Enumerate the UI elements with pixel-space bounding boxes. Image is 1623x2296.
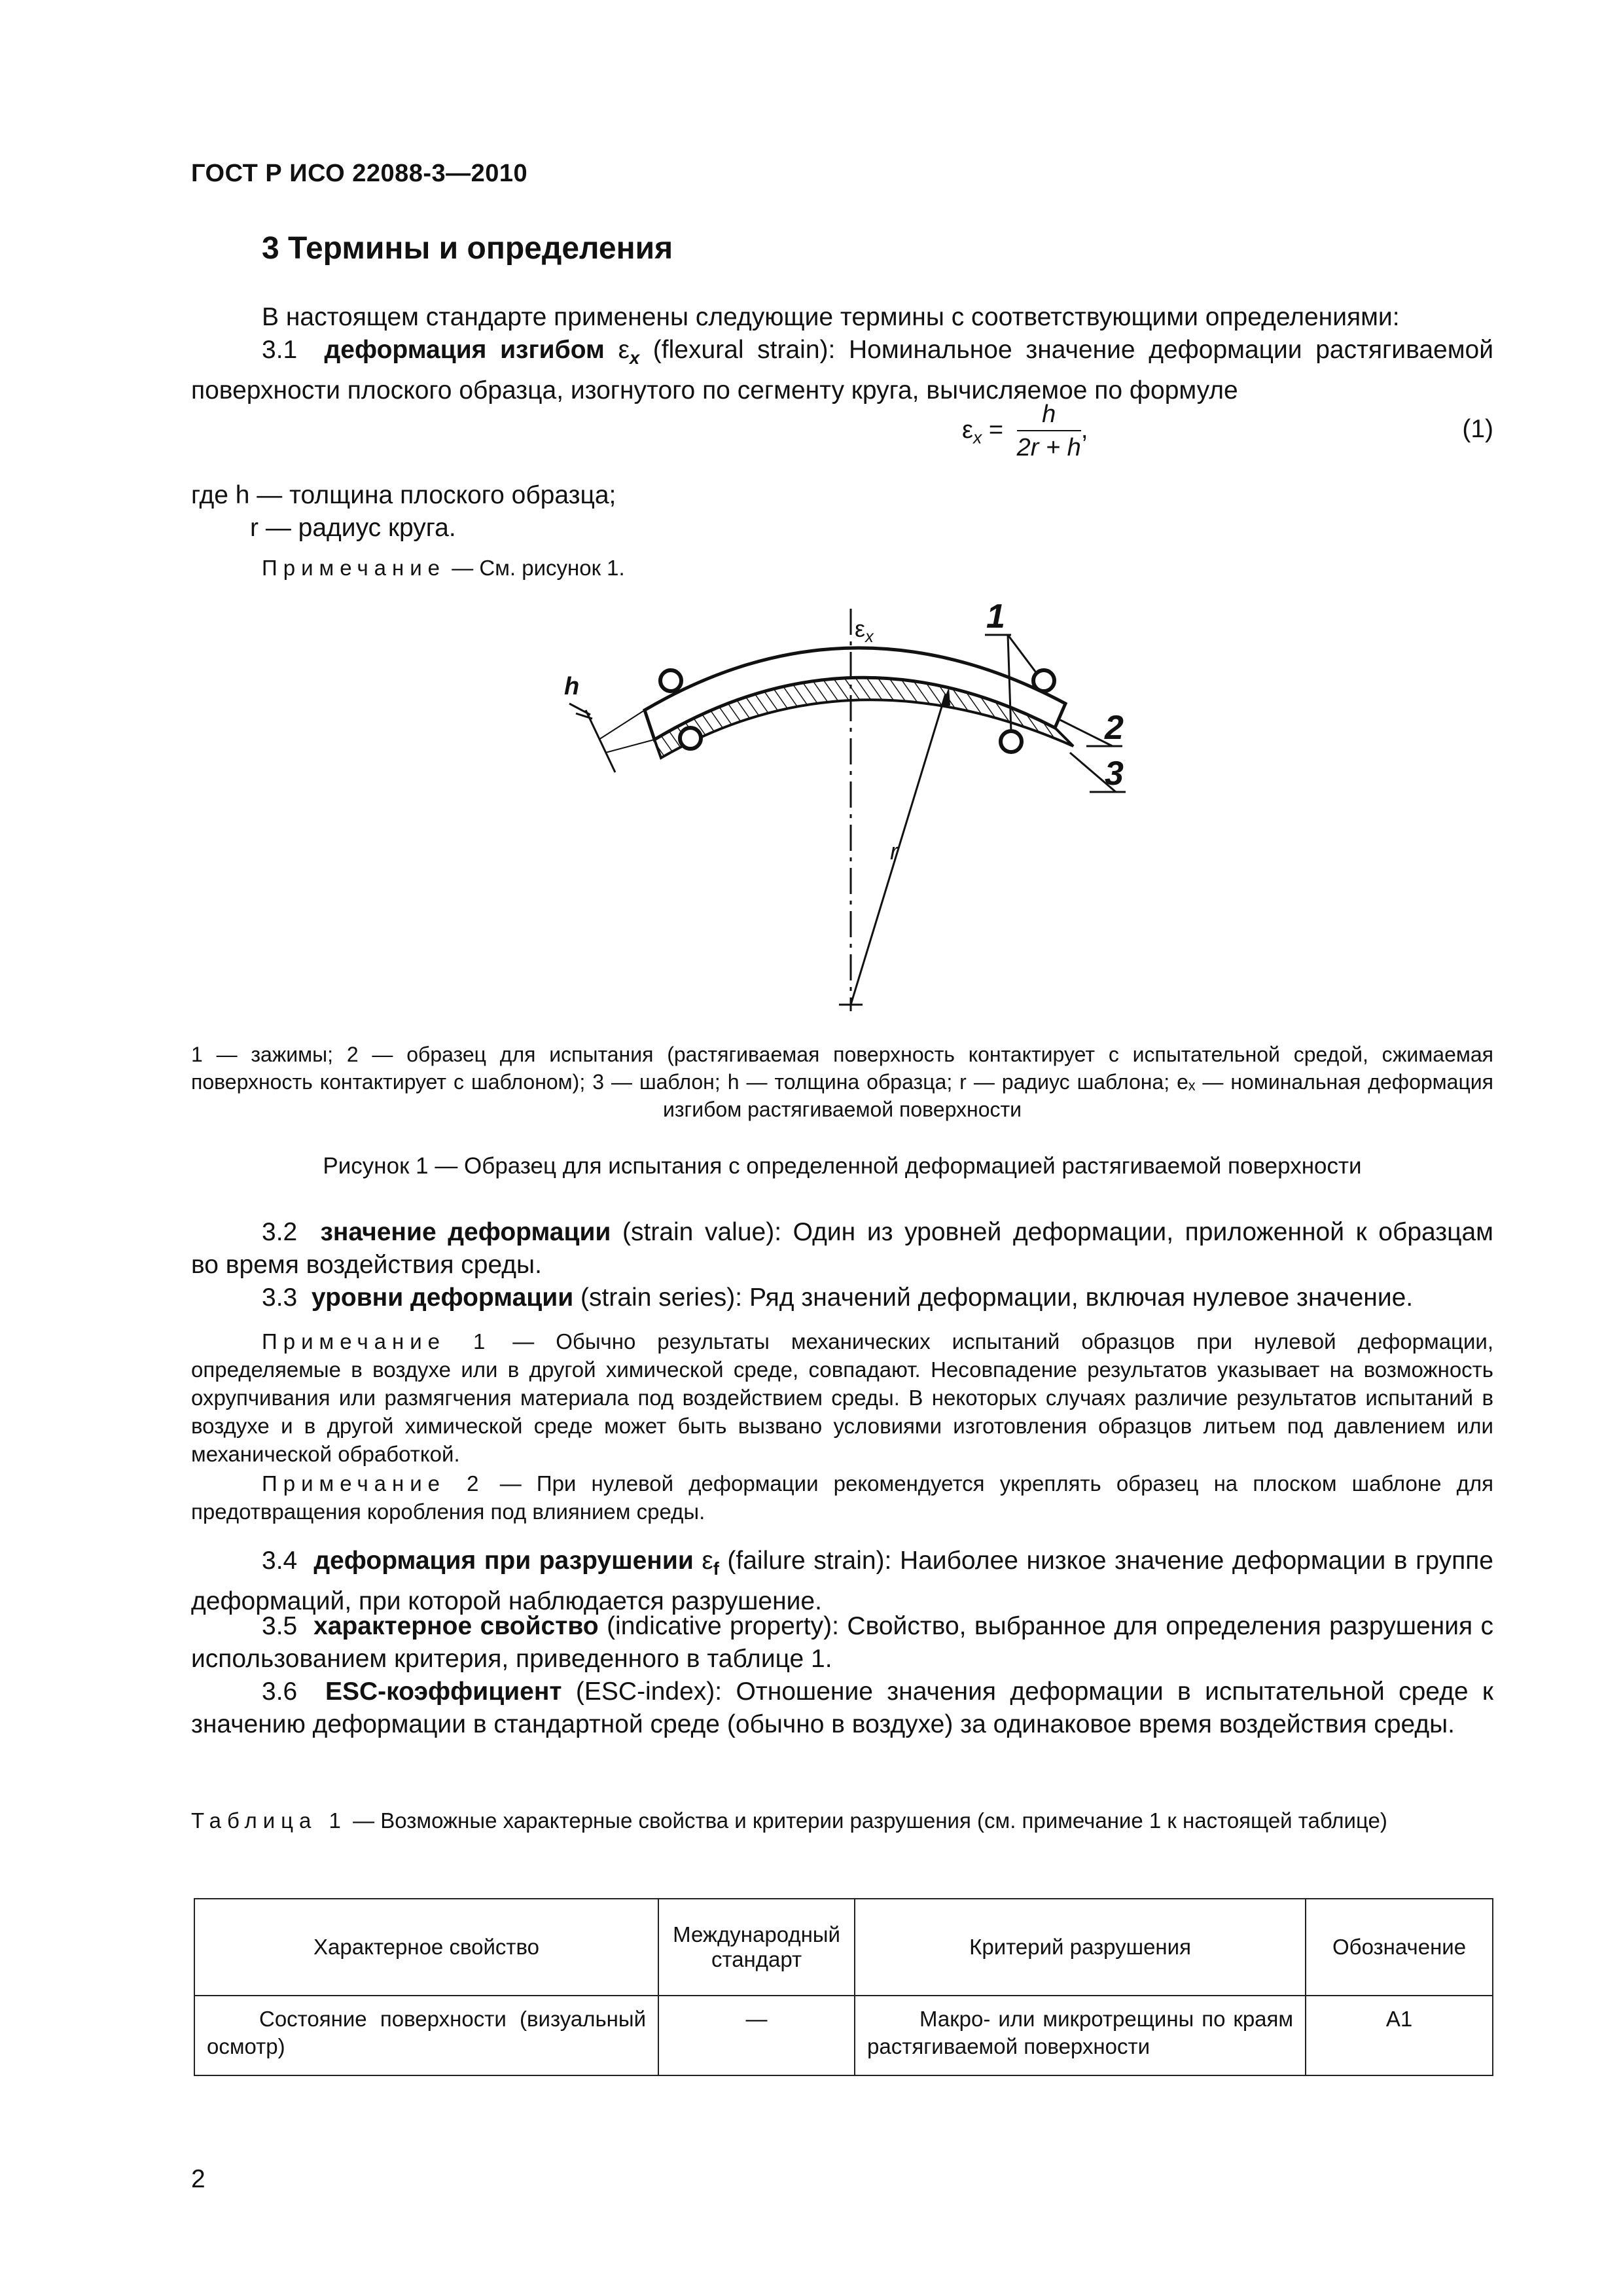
figure-label-h: h [564,673,580,700]
term-3-1-definition-line1: Номинальное значение деформации растягиваемой [849,336,1494,364]
clamp-left-bottom [680,728,701,749]
figure-title: Рисунок 1 — Образец для испытания с определенной деформацией растягиваемой поверхности [323,1153,1362,1179]
term-3-2-term: значение деформации [320,1218,611,1246]
page-number: 2 [191,2165,205,2193]
term-3-1-term: деформация изгибом [324,336,605,364]
term-3-2-english: (strain value): [622,1218,782,1246]
figure-label-r: r [890,838,898,865]
term-3-3 [191,1282,1493,1314]
term-3-6-english: (ESC-index): [575,1677,722,1706]
term-3-3-term: уровни деформации [311,1283,574,1312]
table-1-caption-text: — Возможные характерные свойства и критерии разрушения (см. примечание 1 к настоящей таблице) [353,1808,1387,1833]
term-3-5-definition: Свойство, выбранное для определения разрушения с использованием критерия, приведенного в таблице 1. [191,1612,1494,1673]
table-header-cell: Критерий разрушения [855,1899,1306,1996]
table-header-cell: Характерное свойство [194,1899,658,1996]
term-3-3-number: 3.3 [262,1283,298,1312]
term-3-4-english: (failure strain): [727,1547,892,1575]
term-3-5 [191,1610,1493,1676]
term-3-1-english: (flexural strain): [652,336,836,364]
term-3-2 [191,1216,1493,1282]
equation-number: (1) [1462,415,1493,443]
formula-numerator: h [1017,401,1081,431]
note-1 [191,1327,1493,1468]
figure-label-eps: $\varepsilon_x$ [855,615,874,647]
note-1-label: Примечание 1 [262,1329,491,1354]
term-3-6-number: 3.6 [262,1677,298,1706]
document-code-header: ГОСТ Р ИСО 22088-3—2010 [191,160,528,187]
table-1 [194,1898,1493,2076]
table-cell: — [658,1996,855,2075]
note-figure-text: — См. рисунок 1. [452,556,625,580]
note-figure-label: Примечание [262,556,446,580]
figure-label-3: 3 [1105,755,1124,793]
table-header-row [194,1899,1493,1996]
note-2 [191,1469,1493,1526]
term-3-6-term: ESC-коэффициент [325,1677,562,1706]
where-r-line: r — радиус круга. [250,514,456,542]
table-header-cell: Обозначение [1306,1899,1493,1996]
term-3-5-term: характерное свойство [313,1612,599,1640]
table-row [194,1996,1493,2075]
term-3-3-english: (strain series): [580,1283,743,1312]
table-cell: Макро- или микротрещины по краям растягиваемой поверхности [855,1996,1306,2075]
table-1-caption [191,1806,1493,1835]
figure-label-1: 1 [986,598,1005,636]
formula-lhs: ε [962,416,973,444]
formula-lhs-sub: x [972,427,982,448]
term-3-1-definition-line2: поверхности плоского образца, изогнутого по сегменту круга, вычисляемое по формуле [191,376,1238,404]
section-title: 3 Термины и определения [262,231,673,266]
table-cell: Состояние поверхности (визуальный осмотр) [194,1996,658,2075]
term-3-6 [191,1676,1493,1741]
radius-line [851,694,946,1005]
term-3-4-number: 3.4 [262,1547,298,1575]
term-3-3-definition: Ряд значений деформации, включая нулевое значение. [749,1283,1414,1312]
formula-trail: , [1080,416,1088,444]
note-2-text: — При нулевой деформации рекомендуется укреплять образец на плоском шаблоне для предотвращения коробления под влиянием среды. [191,1471,1494,1524]
term-3-5-number: 3.5 [262,1612,298,1640]
term-3-2-definition-line1: Один из уровней деформации, приложенной к образцам [793,1218,1493,1246]
term-3-4-term: деформация при разрушении [313,1547,694,1575]
term-3-2-definition-line2: во время воздействия среды. [191,1251,542,1279]
figure-legend: 1 — зажимы; 2 — образец для испытания (растягиваемая поверхность контактирует с испытательной средой, сжимаемая поверхность контактирует с шаблоном); 3 — шаблон; h — толщина образца; r — радиус шаблона; eₓ — номинальная деформация изгибом растягиваемой поверхности [191,1043,1493,1121]
figure-label-2: 2 [1105,709,1124,747]
where-h-line: где h — толщина плоского образца; [191,481,616,509]
table-cell: А1 [1306,1996,1493,2075]
clamp-right-bottom [1001,731,1022,752]
term-3-4-symbol-sub: f [713,1558,719,1579]
clamp-left-top [660,670,681,691]
term-3-2-number: 3.2 [262,1218,298,1246]
term-3-6-definition: Отношение значения деформации в испытательной среде к значению деформации в стандартной среде (обычно в воздухе) за одинаковое время воздействия среды. [191,1677,1493,1738]
term-3-5-english: (indicative property): [607,1612,839,1640]
formula-denominator: 2r + h [1016,434,1081,461]
term-3-4-definition: Наиболее низкое значение деформации в группе деформаций, при которой наблюдается разрушение. [191,1547,1493,1615]
table-header-cell: Международный стандарт [658,1899,855,1996]
term-3-4-symbol: ε [702,1547,713,1575]
term-3-1-number: 3.1 [262,336,298,364]
table-1-label: Таблица 1 [191,1808,347,1833]
term-3-4 [191,1545,1493,1618]
note-2-label: Примечание 2 [262,1471,485,1496]
formula-equals: = [988,416,1004,444]
term-3-1-symbol-sub: x [629,347,640,368]
term-3-1-symbol: ε [618,336,630,364]
note-1-text: — Обычно результаты механических испытаний образцов при нулевой деформации, определяемые в воздухе или в другой химической среде, совпадают. Несовпадение результатов указывает на возможность охрупчивания или размягчения материала под воздействием среды. В некоторых случаях различие результатов испытаний в воздухе и в другой химической среде может быть вызвано условиями изготовления образцов литьем под давлением или механической обработкой. [191,1329,1494,1466]
intro-paragraph: В настоящем стандарте применены следующие термины с соответствующими определениями: [262,303,1400,331]
